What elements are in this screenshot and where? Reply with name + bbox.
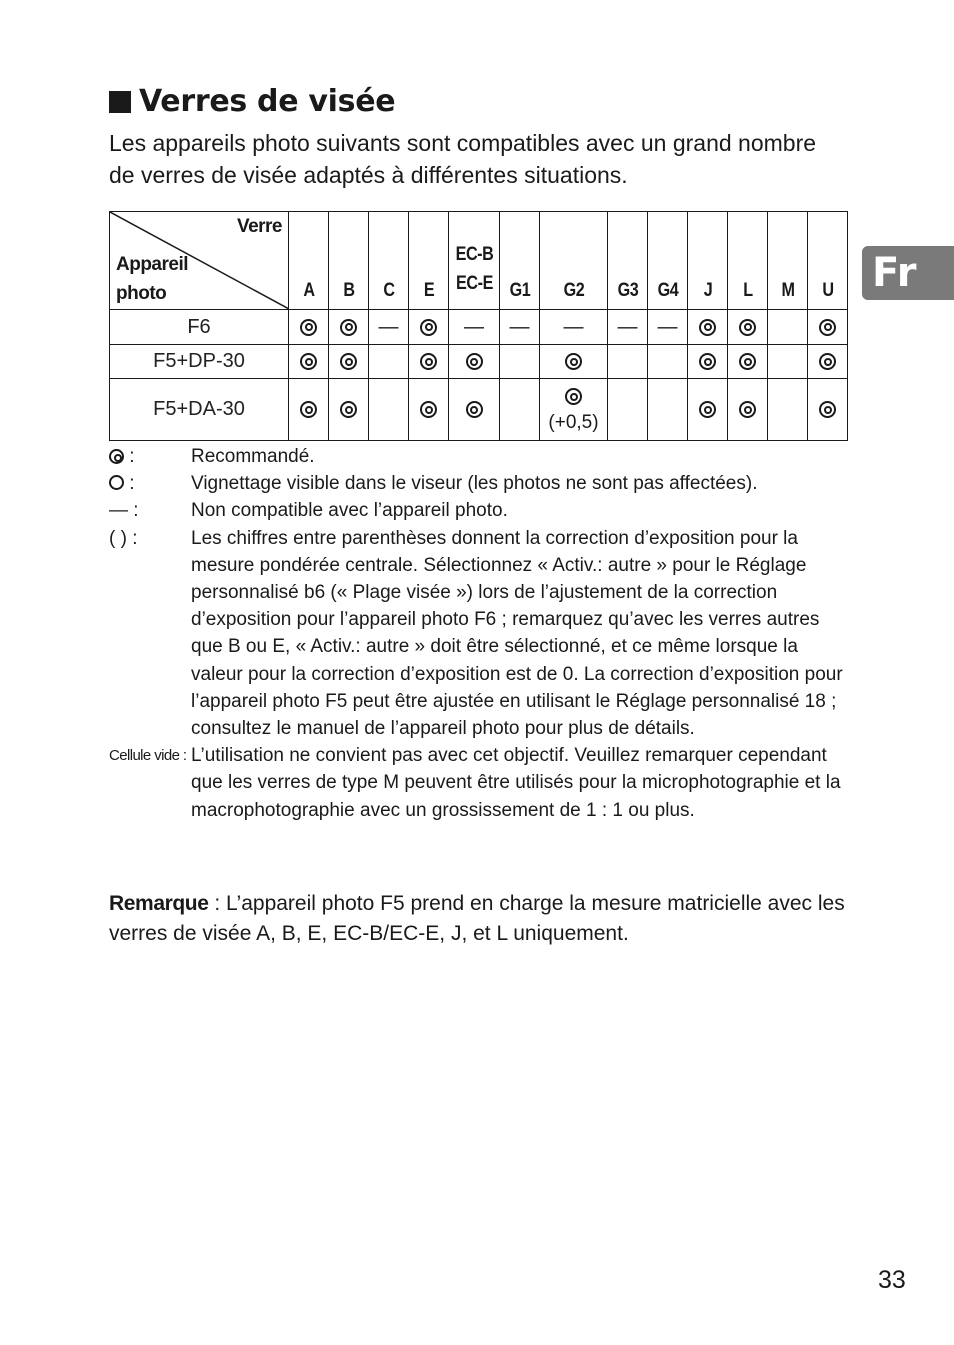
- recommended-icon: [819, 401, 836, 418]
- recommended-icon: [739, 353, 756, 370]
- recommended-icon: [819, 353, 836, 370]
- table-row: [110, 345, 848, 379]
- col-header-u: U: [811, 212, 845, 310]
- empty-cell: [500, 345, 540, 379]
- col-header-b: B: [332, 212, 366, 310]
- col-header-g3: G3: [611, 212, 645, 310]
- col-header-c: C: [372, 212, 406, 310]
- not-compatible-dash: —: [500, 310, 540, 345]
- recommended-icon: [420, 401, 437, 418]
- empty-cell: [369, 379, 409, 441]
- g2-cell-with-note: [540, 379, 608, 441]
- recommended-icon: [699, 353, 716, 370]
- recommended-icon: [819, 319, 836, 336]
- row-label-f6: F6: [110, 310, 289, 345]
- col-header-j: J: [691, 212, 725, 310]
- col-header-e: E: [412, 212, 446, 310]
- empty-cell: [648, 379, 688, 441]
- not-compatible-dash: —: [540, 310, 608, 345]
- recommended-icon: [565, 388, 582, 405]
- recommended-icon: [466, 401, 483, 418]
- empty-cell: [768, 345, 808, 379]
- legend-item-parentheses: ( ) : Les chiffres entre parenthèses donnent la correction d’exposition pour la mesure pondérée centrale. Sélectionnez « Activ.: autre » pour le Réglage personnalisé b6 (« Plage visée ») lors de l’ajustement de la correction d’exposition pour l’appareil photo F6 ; remarquez qu’avec les verres autres que B ou E, « Activ.: autre » doit être sélectionné, et ce même lorsque la valeur pour la correction d’exposition est de 0. La correction d’exposition pour l’appareil photo F5 peut être ajustée en utilisant le Réglage personnalisé 18 ; consultez le manuel de l’appareil photo pour plus de détails.: [109, 527, 843, 740]
- page-number: 33: [878, 1266, 906, 1294]
- empty-cell: [369, 345, 409, 379]
- language-tab: Fr: [862, 246, 954, 300]
- row-label-f5-dp30: F5+DP-30: [110, 345, 289, 379]
- exposure-correction-note: (+0,5): [548, 412, 599, 433]
- col-header-g1: G1: [503, 212, 537, 310]
- col-header-m: M: [771, 212, 805, 310]
- col-header-g4: G4: [651, 212, 685, 310]
- col-header-ecb-ece: EC-B EC-E: [452, 212, 495, 310]
- empty-cell: [608, 345, 648, 379]
- row-label-f5-da30: F5+DA-30: [110, 379, 289, 441]
- corner-appareil-label: Appareil photo: [116, 254, 189, 304]
- remark-paragraph: [109, 889, 849, 949]
- vignetting-circle-icon: [109, 475, 124, 490]
- table-corner-cell: [110, 212, 289, 310]
- recommended-icon: [420, 353, 437, 370]
- corner-verre-label: Verre: [236, 216, 282, 237]
- recommended-icon: [739, 319, 756, 336]
- not-compatible-dash: —: [369, 310, 409, 345]
- table-header-row: [110, 212, 848, 310]
- section-title: [109, 84, 395, 119]
- legend-item-recommended: : Recommandé.: [109, 443, 849, 470]
- col-header-a: A: [292, 212, 326, 310]
- legend-item-empty-cell: Cellule vide : L’utilisation ne convient pas avec cet objectif. Veuillez remarquer cependant que les verres de type M peuvent être utilisés pour la microphotographie et la macrophotographie avec un grossissement de 1 : 1 ou plus.: [109, 745, 841, 821]
- legend-item-dash: — : Non compatible avec l’appareil photo.: [109, 500, 508, 522]
- empty-cell: [608, 379, 648, 441]
- not-compatible-dash: —: [608, 310, 648, 345]
- section-square-icon: [109, 91, 131, 113]
- recommended-icon: [300, 319, 317, 336]
- recommended-icon: [699, 319, 716, 336]
- recommended-icon: [340, 401, 357, 418]
- not-compatible-dash: —: [449, 310, 500, 345]
- not-compatible-dash: —: [648, 310, 688, 345]
- recommended-icon: [739, 401, 756, 418]
- table-row: [110, 310, 848, 345]
- recommended-icon: [340, 319, 357, 336]
- empty-cell: [500, 379, 540, 441]
- empty-cell: [768, 379, 808, 441]
- compatibility-table: [109, 211, 848, 441]
- legend-item-vignette: : Vignettage visible dans le viseur (les photos ne sont pas affectées).: [109, 470, 849, 497]
- intro-paragraph: Les appareils photo suivants sont compatibles avec un grand nombre de verres de visée adaptés à différentes situations.: [109, 130, 817, 188]
- col-header-l: L: [731, 212, 765, 310]
- recommended-icon: [340, 353, 357, 370]
- recommended-icon: [466, 353, 483, 370]
- remark-text: : L’appareil photo F5 prend en charge la mesure matricielle avec les verres de visée A, B, E, EC-B/EC-E, J, et L uniquement.: [109, 892, 845, 945]
- col-header-g2: G2: [545, 212, 603, 310]
- empty-cell: [648, 345, 688, 379]
- empty-cell: [768, 310, 808, 345]
- section-title-text: Verres de visée: [139, 84, 396, 119]
- recommended-icon: [699, 401, 716, 418]
- table-legend: [109, 443, 849, 824]
- recommended-icon: [420, 319, 437, 336]
- table-row: [110, 379, 848, 441]
- recommended-icon: [565, 353, 582, 370]
- recommended-icon: [109, 449, 124, 464]
- recommended-icon: [300, 353, 317, 370]
- recommended-icon: [300, 401, 317, 418]
- remark-label: Remarque: [109, 892, 209, 915]
